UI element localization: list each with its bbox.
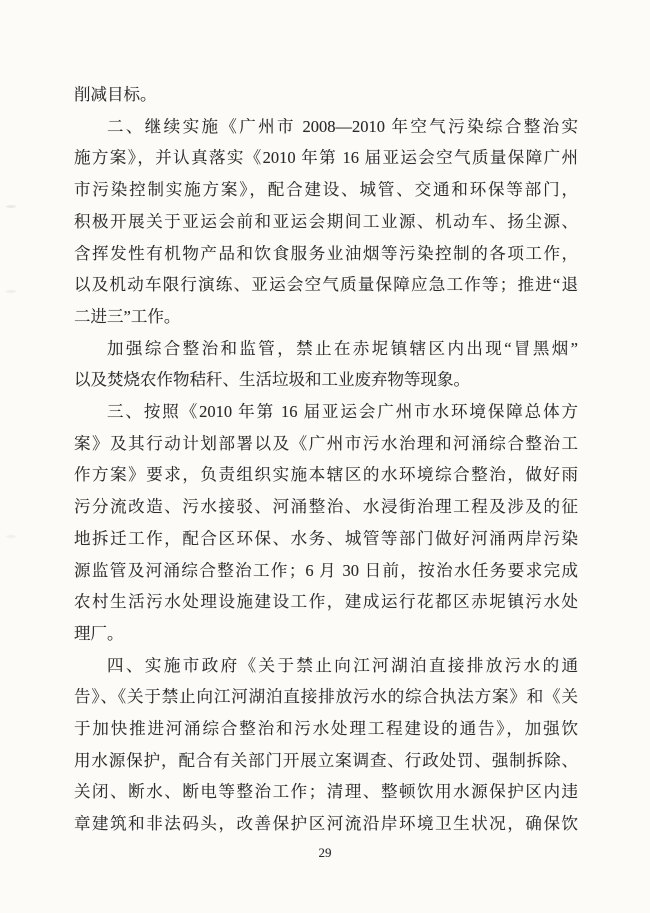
text-line: 三、按照《2010 年第 16 届亚运会广州市水环境保障总体方 [107,402,578,422]
text-line: 关闭、断水、断电等整治工作；清理、整顿饮用水源保护区内违 [74,782,578,802]
text-line: 作方案》要求，负责组织实施本辖区的水环境综合整治，做好雨 [74,465,578,485]
text-line: 含挥发性有机物产品和饮食服务业油烟等污染控制的各项工作， [74,243,578,263]
text-line: 加强综合整治和监管，禁止在赤坭镇辖区内出现“冒黑烟” [107,338,578,358]
text-line: 告》、《关于禁止向江河湖泊直接排放污水的综合执法方案》和《关 [74,687,578,707]
text-line: 市污染控制实施方案》，配合建设、城管、交通和环保等部门， [74,180,578,200]
text-line: 源监管及河涌综合整治工作；6 月 30 日前，按治水任务要求完成 [74,560,578,580]
text-line: 污分流改造、污水接驳、河涌整治、水浸街治理工程及涉及的征 [74,497,578,517]
text-line: 农村生活污水处理设施建设工作，建成运行花都区赤坭镇污水处 [74,592,578,612]
scan-noise-speck [6,205,16,208]
text-line: 理厂。 [74,623,124,643]
text-line: 施方案》，并认真落实《2010 年第 16 届亚运会空气质量保障广州 [74,148,578,168]
text-line: 于加快推进河涌综合整治和污水处理工程建设的通告》，加强饮 [74,719,578,739]
text-line: 用水源保护，配合有关部门开展立案调查、行政处罚、强制拆除、 [74,750,578,770]
page-number: 29 [318,845,332,860]
text-line: 四、实施市政府《关于禁止向江河湖泊直接排放污水的通 [107,655,578,675]
text-line: 削减目标。 [74,85,157,104]
document-body [74,79,578,840]
text-line: 案》及其行动计划部署以及《广州市污水治理和河涌综合整治工 [74,433,578,453]
text-line: 积极开展关于亚运会前和亚运会期间工业源、机动车、扬尘源、 [74,211,578,231]
text-line: 章建筑和非法码头，改善保护区河流沿岸环境卫生状况，确保饮 [74,814,578,834]
text-line: 二、继续实施《广州市 2008—2010 年空气污染综合整治实 [107,116,578,136]
text-line: 以及机动车限行演练、亚运会空气质量保障应急工作等；推进“退 [74,275,578,295]
text-line: 地拆迁工作，配合区环保、水务、城管等部门做好河涌两岸污染 [74,528,578,548]
text-line: 以及焚烧农作物秸秆、生活垃圾和工业废弃物等现象。 [74,370,470,390]
text-line: 二进三”工作。 [74,306,181,326]
